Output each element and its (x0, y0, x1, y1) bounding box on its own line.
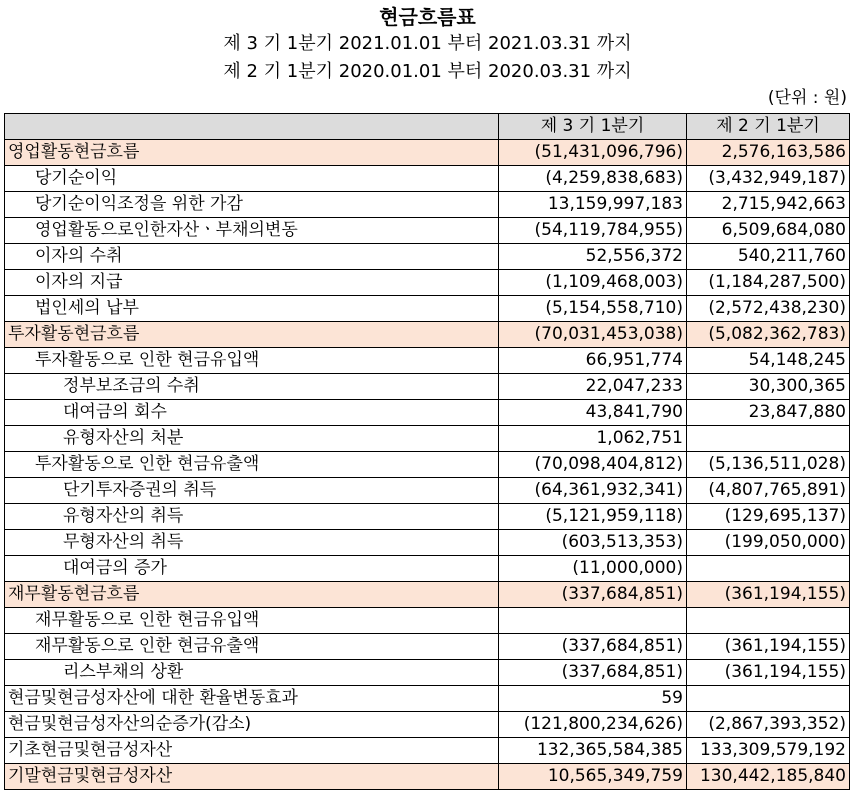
table-row (5, 582, 850, 608)
current-period-value: (603,513,353) (499, 530, 687, 556)
prior-period-value: 30,300,365 (687, 374, 850, 400)
table-row (5, 374, 850, 400)
current-period-value: 59 (499, 686, 687, 712)
row-label: 리스부채의 상환 (5, 660, 499, 686)
table-row (5, 478, 850, 504)
current-period-value: 10,565,349,759 (499, 764, 687, 790)
row-label: 당기순이익조정을 위한 가감 (5, 192, 499, 218)
prior-period-value: (4,807,765,891) (687, 478, 850, 504)
table-header-row (5, 114, 850, 140)
header-current-period: 제 3 기 1분기 (499, 114, 687, 140)
row-label: 현금및현금성자산의순증가(감소) (5, 712, 499, 738)
table-row (5, 192, 850, 218)
row-label: 대여금의 회수 (5, 400, 499, 426)
prior-period-value: 23,847,880 (687, 400, 850, 426)
current-period-value: 1,062,751 (499, 426, 687, 452)
period-prior: 제 2 기 1분기 2020.01.01 부터 2020.03.31 까지 (223, 61, 632, 82)
prior-period-value: (5,136,511,028) (687, 452, 850, 478)
row-label: 투자활동으로 인한 현금유입액 (5, 348, 499, 374)
row-label: 영업활동으로인한자산ㆍ부채의변동 (5, 218, 499, 244)
table-row (5, 764, 850, 790)
table-row (5, 504, 850, 530)
table-row (5, 166, 850, 192)
prior-period-value (687, 686, 850, 712)
table-row (5, 608, 850, 634)
prior-period-value (687, 608, 850, 634)
table-row (5, 556, 850, 582)
table-row (5, 400, 850, 426)
current-period-value: 52,556,372 (499, 244, 687, 270)
row-label: 이자의 지급 (5, 270, 499, 296)
current-period-value: (51,431,096,796) (499, 140, 687, 166)
current-period-value: 43,841,790 (499, 400, 687, 426)
prior-period-value: 2,715,942,663 (687, 192, 850, 218)
header-prior-period: 제 2 기 1분기 (687, 114, 850, 140)
table-row (5, 296, 850, 322)
current-period-value: 132,365,584,385 (499, 738, 687, 764)
prior-period-value: 133,309,579,192 (687, 738, 850, 764)
row-label: 무형자산의 취득 (5, 530, 499, 556)
current-period-value: 66,951,774 (499, 348, 687, 374)
current-period-value: (64,361,932,341) (499, 478, 687, 504)
current-period-value: (70,098,404,812) (499, 452, 687, 478)
current-period-value: (54,119,784,955) (499, 218, 687, 244)
table-row (5, 530, 850, 556)
prior-period-value: 6,509,684,080 (687, 218, 850, 244)
prior-period-value (687, 426, 850, 452)
prior-period-value: 540,211,760 (687, 244, 850, 270)
prior-period-value: (3,432,949,187) (687, 166, 850, 192)
table-row (5, 452, 850, 478)
table-row (5, 738, 850, 764)
row-label: 정부보조금의 수취 (5, 374, 499, 400)
current-period-value: (5,121,959,118) (499, 504, 687, 530)
header-item (5, 114, 499, 140)
current-period-value: (5,154,558,710) (499, 296, 687, 322)
table-row (5, 322, 850, 348)
table-row (5, 686, 850, 712)
table-row (5, 712, 850, 738)
period-current: 제 3 기 1분기 2021.01.01 부터 2021.03.31 까지 (223, 33, 632, 54)
row-label: 재무활동으로 인한 현금유출액 (5, 634, 499, 660)
unit-label: (단위 : 원) (767, 88, 847, 108)
current-period-value: (337,684,851) (499, 634, 687, 660)
row-label: 유형자산의 취득 (5, 504, 499, 530)
prior-period-value: (361,194,155) (687, 634, 850, 660)
current-period-value: 13,159,997,183 (499, 192, 687, 218)
cash-flow-table (4, 113, 850, 790)
current-period-value: (121,800,234,626) (499, 712, 687, 738)
row-label: 유형자산의 처분 (5, 426, 499, 452)
current-period-value: (1,109,468,003) (499, 270, 687, 296)
current-period-value (499, 608, 687, 634)
current-period-value: (337,684,851) (499, 582, 687, 608)
table-row (5, 426, 850, 452)
table-row (5, 244, 850, 270)
prior-period-value: (2,867,393,352) (687, 712, 850, 738)
row-label: 투자활동으로 인한 현금유출액 (5, 452, 499, 478)
row-label: 대여금의 증가 (5, 556, 499, 582)
table-row (5, 348, 850, 374)
prior-period-value: (5,082,362,783) (687, 322, 850, 348)
prior-period-value: (1,184,287,500) (687, 270, 850, 296)
current-period-value: (4,259,838,683) (499, 166, 687, 192)
prior-period-value: (361,194,155) (687, 582, 850, 608)
table-row (5, 660, 850, 686)
prior-period-value: (129,695,137) (687, 504, 850, 530)
row-label: 법인세의 납부 (5, 296, 499, 322)
prior-period-value: 2,576,163,586 (687, 140, 850, 166)
table-row (5, 218, 850, 244)
current-period-value: (337,684,851) (499, 660, 687, 686)
prior-period-value: (2,572,438,230) (687, 296, 850, 322)
current-period-value: (11,000,000) (499, 556, 687, 582)
row-label: 재무활동으로 인한 현금유입액 (5, 608, 499, 634)
prior-period-value: (199,050,000) (687, 530, 850, 556)
current-period-value: (70,031,453,038) (499, 322, 687, 348)
statement-title: 현금흐름표 (379, 5, 476, 29)
prior-period-value: (361,194,155) (687, 660, 850, 686)
row-label: 단기투자증권의 취득 (5, 478, 499, 504)
row-label: 이자의 수취 (5, 244, 499, 270)
prior-period-value: 54,148,245 (687, 348, 850, 374)
table-row (5, 270, 850, 296)
prior-period-value: 130,442,185,840 (687, 764, 850, 790)
row-label: 투자활동현금흐름 (5, 322, 499, 348)
prior-period-value (687, 556, 850, 582)
row-label: 영업활동현금흐름 (5, 140, 499, 166)
row-label: 재무활동현금흐름 (5, 582, 499, 608)
row-label: 현금및현금성자산에 대한 환율변동효과 (5, 686, 499, 712)
row-label: 기초현금및현금성자산 (5, 738, 499, 764)
row-label: 기말현금및현금성자산 (5, 764, 499, 790)
row-label: 당기순이익 (5, 166, 499, 192)
table-body (5, 140, 850, 790)
table-row (5, 634, 850, 660)
current-period-value: 22,047,233 (499, 374, 687, 400)
table-row (5, 140, 850, 166)
